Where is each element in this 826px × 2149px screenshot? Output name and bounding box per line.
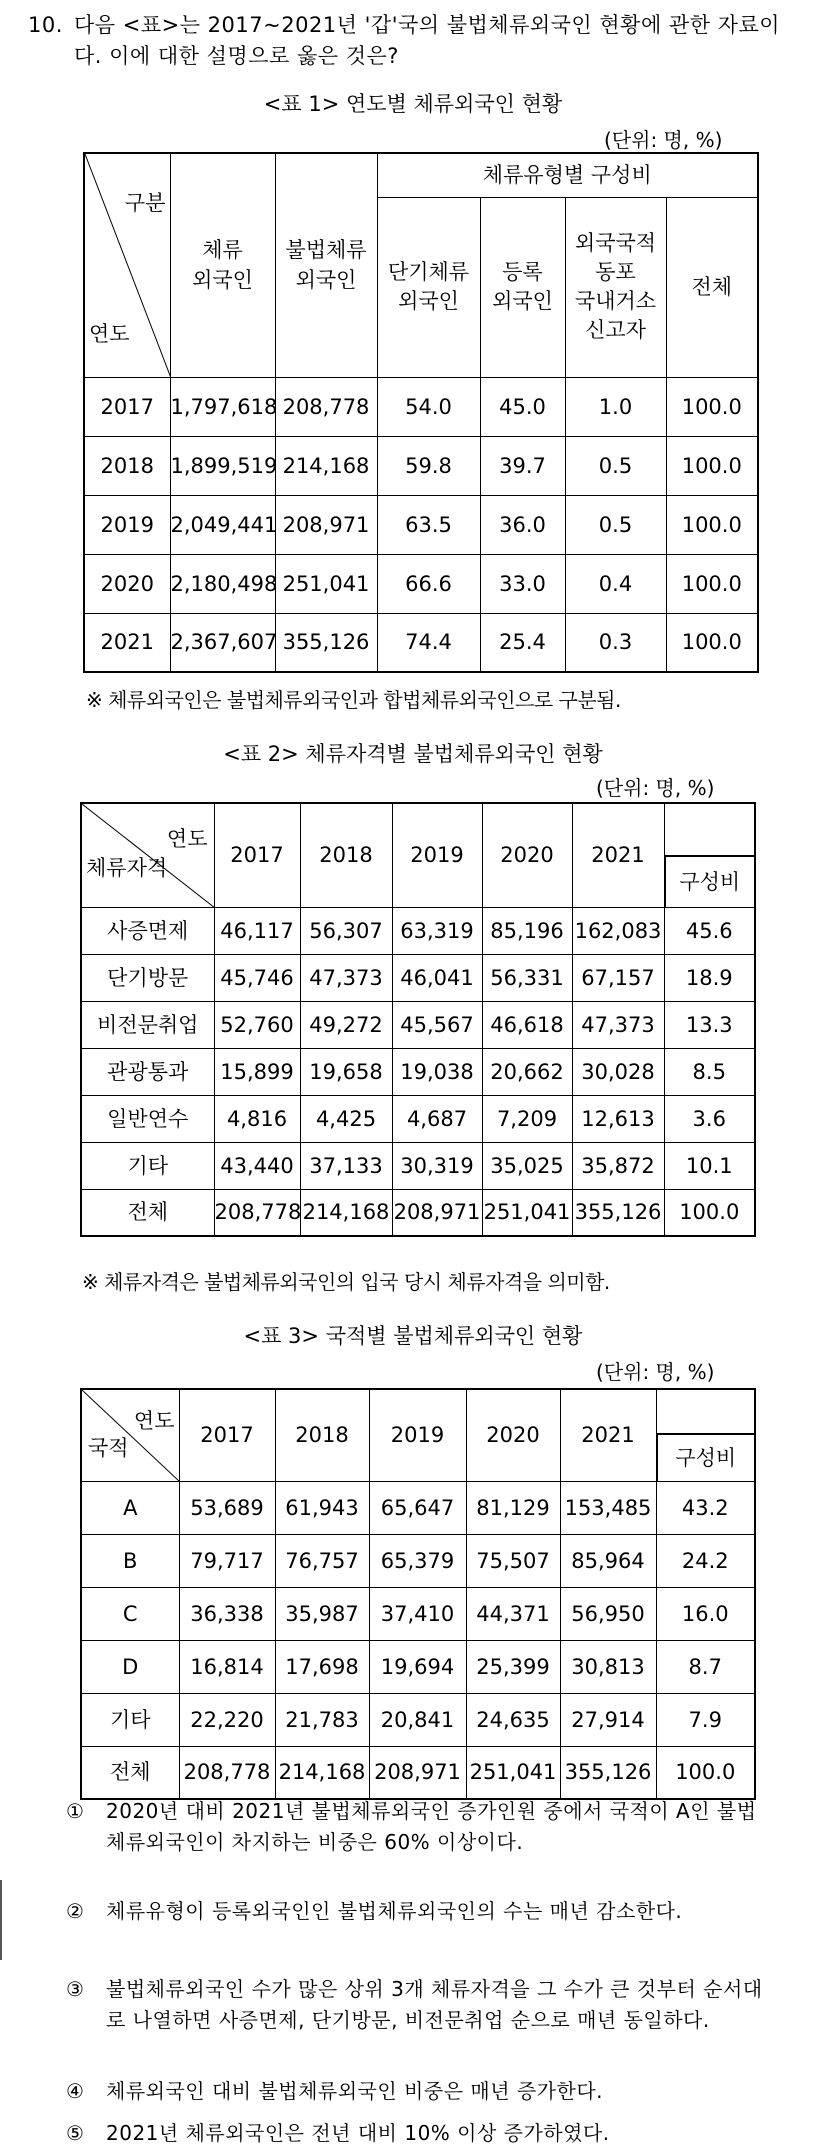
table-cell: 49,272 [300,1001,392,1048]
table-cell: 63,319 [392,907,482,954]
table-cell: 100.0 [666,377,758,436]
year-header: 2017 [214,803,300,907]
table-cell: 19,694 [369,1640,466,1693]
row-label: 관광통과 [81,1048,214,1095]
table-cell: 37,133 [300,1142,392,1189]
table-cell: 13.3 [664,1001,755,1048]
table-cell: 24.2 [656,1534,755,1587]
page-edge-line [0,1880,2,1960]
table-cell: 1,899,519 [170,436,275,495]
table-row [81,907,755,954]
option-number: ⑤ [66,2121,85,2145]
table-cell: 19,658 [300,1048,392,1095]
table-cell: 52,760 [214,1001,300,1048]
table1-subheader: 등록 외국인 [480,197,565,377]
table-cell: 10.1 [664,1142,755,1189]
row-label: D [81,1640,179,1693]
table-row [84,613,758,672]
table-cell: 61,943 [275,1481,369,1534]
table1-corner-bottom: 연도 [89,321,130,346]
table3-corner-top: 연도 [133,1409,175,1433]
table-cell: 208,778 [275,377,377,436]
table-cell: 25.4 [480,613,565,672]
table-cell: 36,338 [179,1587,275,1640]
option-text: 2020년 대비 2021년 불법체류외국인 증가인원 중에서 국적이 A인 불법체류외국인이 차지하는 비중은 60% 이상이다. [106,1799,757,1854]
row-label: 전체 [81,1746,179,1799]
table-row [81,1001,755,1048]
table2-title: <표 2> 체류자격별 불법체류외국인 현황 [223,742,603,766]
table-row [81,1095,755,1142]
table-cell: 7.9 [656,1693,755,1746]
option-number: ④ [66,2079,85,2103]
table-cell: 65,379 [369,1534,466,1587]
table-cell: 79,717 [179,1534,275,1587]
year-header: 2021 [560,1389,656,1481]
table-cell: 76,757 [275,1534,369,1587]
table-cell: 251,041 [275,554,377,613]
table1-unit: (단위: 명, %) [604,128,723,152]
table-cell: 75,507 [466,1534,560,1587]
table-row [81,954,755,1001]
row-label: 단기방문 [81,954,214,1001]
question-number: 10. [28,13,63,37]
row-year: 2018 [84,436,170,495]
table-cell: 1,797,618 [170,377,275,436]
year-header: 2018 [275,1389,369,1481]
table-cell: 0.5 [565,495,666,554]
table1-note: ※ 체류외국인은 불법체류외국인과 합법체류외국인으로 구분됨. [86,688,621,712]
table-cell: 16.0 [656,1587,755,1640]
row-year: 2020 [84,554,170,613]
table-cell: 4,425 [300,1095,392,1142]
table-cell: 45,567 [392,1001,482,1048]
table1-col-illegal: 불법체류 외국인 [275,153,377,377]
year-header: 2020 [466,1389,560,1481]
table-cell: 39.7 [480,436,565,495]
table-cell: 81,129 [466,1481,560,1534]
row-label: C [81,1587,179,1640]
table1-subheader: 전체 [666,197,758,377]
table-row [84,377,758,436]
row-label: 사증면제 [81,907,214,954]
table1-subheader: 단기체류 외국인 [377,197,480,377]
table-cell: 56,331 [482,954,572,1001]
table-cell: 21,783 [275,1693,369,1746]
table-cell: 20,841 [369,1693,466,1746]
table-cell: 46,041 [392,954,482,1001]
option-text: 불법체류외국인 수가 많은 상위 3개 체류자격을 그 수가 큰 것부터 순서대로 나열하면 사증면제, 단기방문, 비전문취업 순으로 매년 동일하다. [106,1977,763,2032]
table-cell: 33.0 [480,554,565,613]
table-row [81,1534,755,1587]
table-cell: 8.7 [656,1640,755,1693]
table-cell: 162,083 [572,907,664,954]
table-cell: 2,180,498 [170,554,275,613]
table-row [84,495,758,554]
table-row [84,436,758,495]
table2-corner-bottom: 체류자격 [86,855,168,880]
ratio-header-cell [664,803,755,907]
table-cell: 22,220 [179,1693,275,1746]
table-cell: 35,987 [275,1587,369,1640]
row-label: 기타 [81,1142,214,1189]
table-cell: 208,778 [214,1189,300,1236]
table-cell: 74.4 [377,613,480,672]
row-year: 2017 [84,377,170,436]
row-label: 비전문취업 [81,1001,214,1048]
table-row [81,1142,755,1189]
table-cell: 15,899 [214,1048,300,1095]
table-cell: 1.0 [565,377,666,436]
table-cell: 54.0 [377,377,480,436]
table-cell: 56,307 [300,907,392,954]
table-cell: 153,485 [560,1481,656,1534]
table-cell: 19,038 [392,1048,482,1095]
table3-unit: (단위: 명, %) [596,1360,715,1384]
row-label: B [81,1534,179,1587]
table-cell: 47,373 [572,1001,664,1048]
table-cell: 45,746 [214,954,300,1001]
table-cell: 100.0 [666,495,758,554]
table-cell: 100.0 [666,436,758,495]
table-cell: 56,950 [560,1587,656,1640]
option-number: ② [66,1899,85,1923]
table-cell: 100.0 [664,1189,755,1236]
table2-note: ※ 체류자격은 불법체류외국인의 입국 당시 체류자격을 의미함. [82,1270,610,1294]
row-year: 2021 [84,613,170,672]
table-cell: 25,399 [466,1640,560,1693]
table1-corner-top: 구분 [124,191,166,215]
table-cell: 85,964 [560,1534,656,1587]
table-cell: 35,025 [482,1142,572,1189]
year-header: 2017 [179,1389,275,1481]
table-cell: 63.5 [377,495,480,554]
table-cell: 36.0 [480,495,565,554]
row-label: 기타 [81,1693,179,1746]
question-text: 다음 <표>는 2017~2021년 '갑'국의 불법체류외국인 현황에 관한 자료이다. 이에 대한 설명으로 옳은 것은? [74,13,781,68]
table-cell: 251,041 [482,1189,572,1236]
table-cell: 30,813 [560,1640,656,1693]
ratio-header: 구성비 [665,855,755,907]
table-cell: 30,319 [392,1142,482,1189]
table1-group-header: 체류유형별 구성비 [377,153,758,197]
option-number: ③ [66,1977,85,2001]
year-header: 2020 [482,803,572,907]
option-number: ① [66,1799,85,1823]
table-cell: 3.6 [664,1095,755,1142]
table-row [81,1587,755,1640]
table-cell: 37,410 [369,1587,466,1640]
table1-subheader: 외국국적 동포 국내거소 신고자 [565,197,666,377]
table-cell: 67,157 [572,954,664,1001]
table-cell: 7,209 [482,1095,572,1142]
table-cell: 43.2 [656,1481,755,1534]
table-cell: 46,117 [214,907,300,954]
table-cell: 2,367,607 [170,613,275,672]
ratio-header: 구성비 [657,1433,755,1481]
table-cell: 208,971 [275,495,377,554]
table-row [81,1048,755,1095]
table3-corner-bottom: 국적 [88,1435,129,1460]
table-cell: 100.0 [656,1746,755,1799]
year-header: 2018 [300,803,392,907]
table-cell: 4,687 [392,1095,482,1142]
table-cell: 27,914 [560,1693,656,1746]
table-cell: 214,168 [275,1746,369,1799]
table-cell: 16,814 [179,1640,275,1693]
option-text: 2021년 체류외국인은 전년 대비 10% 이상 증가하였다. [106,2121,610,2145]
table3-corner-cell [81,1389,179,1481]
table-cell: 45.6 [664,907,755,954]
table-row [81,1640,755,1693]
table-cell: 0.4 [565,554,666,613]
table-cell: 208,971 [392,1189,482,1236]
table-cell: 208,971 [369,1746,466,1799]
table-cell: 100.0 [666,613,758,672]
table-cell: 20,662 [482,1048,572,1095]
table-cell: 100.0 [666,554,758,613]
table-cell: 0.5 [565,436,666,495]
table3-title: <표 3> 국적별 불법체류외국인 현황 [243,1324,583,1348]
table-cell: 12,613 [572,1095,664,1142]
year-header: 2019 [392,803,482,907]
table2-unit: (단위: 명, %) [596,776,715,800]
table-cell: 214,168 [300,1189,392,1236]
table-cell: 18.9 [664,954,755,1001]
table-cell: 30,028 [572,1048,664,1095]
table-cell: 251,041 [466,1746,560,1799]
table-cell: 47,373 [300,954,392,1001]
table-cell: 208,778 [179,1746,275,1799]
table1 [83,152,759,673]
table-cell: 0.3 [565,613,666,672]
year-header: 2021 [572,803,664,907]
table-cell: 355,126 [275,613,377,672]
table-cell: 24,635 [466,1693,560,1746]
table-cell: 43,440 [214,1142,300,1189]
table-cell: 8.5 [664,1048,755,1095]
row-label: A [81,1481,179,1534]
table-row [84,554,758,613]
table-row [81,1481,755,1534]
table-cell: 59.8 [377,436,480,495]
table-cell: 45.0 [480,377,565,436]
option-text: 체류외국인 대비 불법체류외국인 비중은 매년 증가한다. [106,2079,604,2103]
table-cell: 355,126 [560,1746,656,1799]
table-cell: 53,689 [179,1481,275,1534]
table2-corner-top: 연도 [166,827,208,851]
table-cell: 44,371 [466,1587,560,1640]
table-row [81,1189,755,1236]
row-label: 전체 [81,1189,214,1236]
table-cell: 85,196 [482,907,572,954]
table-cell: 2,049,441 [170,495,275,554]
ratio-header-cell [656,1389,755,1481]
table-row [81,1693,755,1746]
table2 [80,802,756,1237]
table-cell: 355,126 [572,1189,664,1236]
table1-title: <표 1> 연도별 체류외국인 현황 [263,92,563,116]
table-cell: 65,647 [369,1481,466,1534]
table2-corner-cell [81,803,214,907]
table-cell: 4,816 [214,1095,300,1142]
table-cell: 35,872 [572,1142,664,1189]
table1-col-residents: 체류 외국인 [170,153,275,377]
table-cell: 214,168 [275,436,377,495]
table1-corner-cell [84,153,170,377]
option-text: 체류유형이 등록외국인인 불법체류외국인의 수는 매년 감소한다. [106,1899,683,1923]
year-header: 2019 [369,1389,466,1481]
row-year: 2019 [84,495,170,554]
table-cell: 66.6 [377,554,480,613]
table-cell: 17,698 [275,1640,369,1693]
table-cell: 46,618 [482,1001,572,1048]
table3 [80,1388,756,1800]
row-label: 일반연수 [81,1095,214,1142]
table-row [81,1746,755,1799]
